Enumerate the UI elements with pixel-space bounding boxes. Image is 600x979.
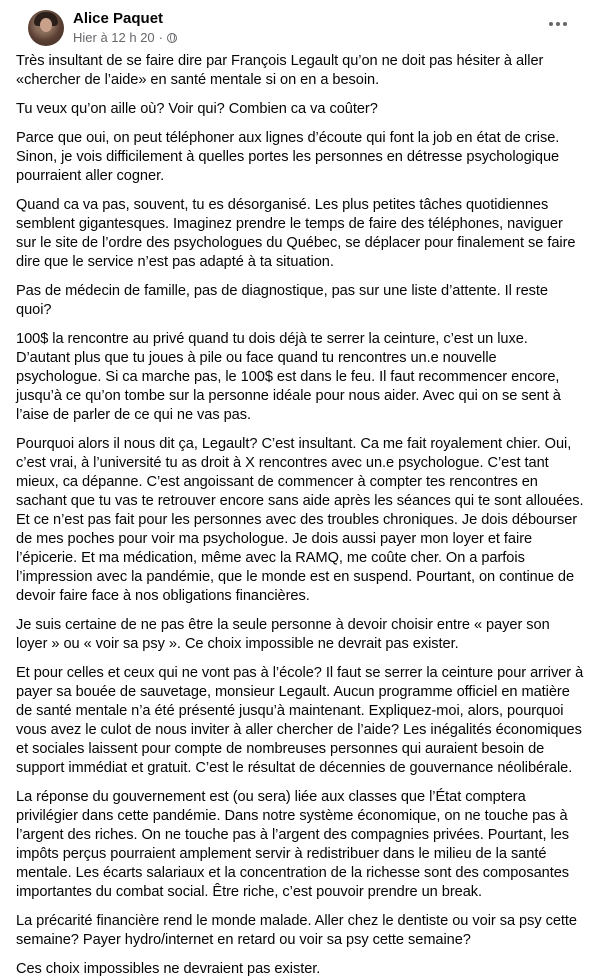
post-timestamp[interactable]: Hier à 12 h 20 — [73, 30, 155, 45]
post-meta — [73, 30, 177, 45]
author-name[interactable]: Alice Paquet — [73, 10, 164, 27]
post-paragraph: Et pour celles et ceux qui ne vont pas à l’école? Il faut se serrer la ceinture pour arriver à payer sa bouée de sauvetage, monsieur Legault. Aucun programme officiel en matière de santé mentale n’a été présenté jusqu’à maintenant. Expliquez-moi, alors, pourquoi vous avez le culot de nous inviter à aller chercher de l’aide? Les inégalités économiques et sociales laissent pour compte de nombreuses personnes qui auraient besoin de support immédiat et gratuit. C’est le résultat de décennies de gouvernance néolibérale. — [16, 665, 584, 776]
post-paragraph: Je suis certaine de ne pas être la seule personne à devoir choisir entre « payer son loyer » ou « voir sa psy ». Ce choix impossible ne devrait pas exister. — [16, 617, 550, 652]
post-paragraph: Très insultant de se faire dire par François Legault qu’on ne doit pas hésiter à aller «chercher de l’aide» en santé mentale si on en a besoin. — [16, 53, 544, 88]
post-body — [16, 52, 584, 979]
post-paragraph: Quand ca va pas, souvent, tu es désorganisé. Les plus petites tâches quotidiennes semblent gigantesques. Imaginez prendre le temps de faire des téléphones, naviguer sur le site de l’ordre des psychologues du Québec, se déplacer pour finalement se faire dire que le service n’est pas adapté à ta situation. — [16, 197, 576, 270]
post-paragraph: 100$ la rencontre au privé quand tu dois déjà te serrer la ceinture, c’est un luxe. D’autant plus que tu joues à pile ou face quand tu rencontres un.e nouvelle psychologue. Si ca marche pas, le 100$ est dans le feu. Il faut recommencer encore, jusqu’à ce qu’on tombe sur la personne idéale pour nous aider. Avec qui on se sent à l’aise de parler de ce qui ne vas pas. — [16, 331, 561, 423]
more-options-icon[interactable] — [544, 14, 572, 34]
post-paragraph: Pourquoi alors il nous dit ça, Legault? C’est insultant. Ca me fait royalement chier. Oui, c’est vrai, à l’université tu as droit à X rencontres avec un.e psychologue. C’est tant mieux, ca dépanne. C’est angoissant de commencer à compter tes rencontres en sachant que tu vas te retrouver encore sans aide après les séances qui te sont allouées. Et ce n’est pas fait pour les personnes avec des troubles chroniques. Je dois débourser de mes poches pour voir ma psychologue. Je dois aussi payer mon loyer et faire l’épicerie. Et ma médication, même avec la RAMQ, me coûte cher. On a parfois l’impression avec la pandémie, que le monde est en suspend. Pourtant, on continue de devoir faire face à nos obligations financières. — [16, 436, 584, 604]
post-paragraph: Pas de médecin de famille, pas de diagnostique, pas sur une liste d’attente. Il reste quoi? — [16, 283, 548, 318]
post-paragraph: La précarité financière rend le monde malade. Aller chez le dentiste ou voir sa psy cette semaine? Payer hydro/internet en retard ou voir sa psy cette semaine? — [16, 913, 577, 948]
post-paragraph: Parce que oui, on peut téléphoner aux lignes d’écoute qui font la job en état de crise. Sinon, je vois difficilement à quelles portes les personnes en détresse psychologique pourraient aller cogner. — [16, 130, 560, 184]
avatar[interactable] — [28, 10, 64, 46]
meta-separator: · — [158, 30, 164, 45]
globe-icon[interactable] — [167, 33, 177, 43]
post-header — [16, 0, 584, 52]
post-paragraph: Ces choix impossibles ne devraient pas exister. — [16, 961, 321, 977]
post-paragraph: La réponse du gouvernement est (ou sera) liée aux classes que l’État comptera privilégier dans cette pandémie. Dans notre système économique, on ne touche pas à l’argent des riches. On ne touche pas à l’argent des compagnies privées. Pourtant, les impôts perçus pourraient amplement servir à redistribuer dans le milieu de la santé mentale. Les écarts salariaux et la concentration de la richesse sont des composantes importantes du combat social. Être riche, c’est pouvoir prendre un break. — [16, 789, 570, 900]
post-paragraph: Tu veux qu’on aille où? Voir qui? Combien ca va coûter? — [16, 101, 378, 117]
avatar-face — [40, 18, 52, 32]
